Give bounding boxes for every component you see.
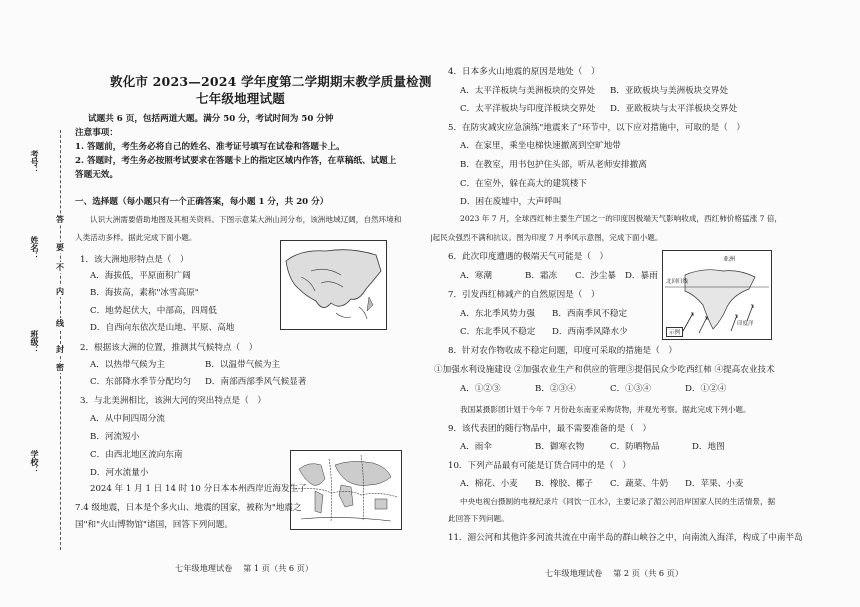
- q2-option-d[interactable]: D．南部西部季风气候显著: [205, 377, 307, 387]
- q4: 4．日本多火山地震的原因是地处（ ）: [448, 67, 600, 77]
- notice-1: 1. 答题前，考生务必将自己的姓名、准考证号填写在试卷和答题卡上。: [75, 142, 345, 152]
- material-5b: 此回答下列问题。: [448, 514, 509, 523]
- seal-char: 线: [56, 318, 64, 328]
- q5-option-c[interactable]: C．在室外，躲在高大的建筑楼下: [460, 179, 587, 189]
- q10-option-b[interactable]: B．橡胶、椰子: [535, 479, 593, 489]
- q9-option-a[interactable]: A．雨伞: [460, 442, 492, 452]
- material-1a: 认识大洲需要借助地图及其相关资料。下图示意某大洲山河分布，该洲地域辽阔，自然环境和: [90, 215, 402, 224]
- q3-option-c[interactable]: C．由西北地区流向东南: [90, 450, 183, 460]
- q3: 3．与北美洲相比，该洲大河的突出特点是（ ）: [80, 396, 266, 406]
- q7-option-b[interactable]: B．西南季风不稳定: [552, 309, 628, 319]
- q5-option-b[interactable]: B．在教室，用书包护住头部，听从老师安排撤离: [460, 160, 647, 170]
- exam-page-2: [430, 0, 860, 607]
- q6-option-b[interactable]: B．霜冻: [525, 271, 558, 281]
- q1-option-d[interactable]: D．自西向东依次是山地、平原、高地: [90, 323, 235, 333]
- material-1b: 人类活动多样。据此完成下面小题。: [75, 233, 197, 242]
- map-label-asia: 亚洲: [723, 256, 736, 263]
- q8-statements: ①加强水利设施建设 ②加强农业生产和供应的管理③提倡民众少吃西红柿 ④提高农业技术: [434, 365, 775, 375]
- q4-option-d[interactable]: D．亚欧板块与太平洋板块交界处: [610, 104, 738, 114]
- q9-option-d[interactable]: D．地图: [692, 442, 725, 452]
- q5-option-a[interactable]: A．在家里，乘坐电梯快速撤离到空旷地带: [460, 141, 621, 151]
- seal-char: 内: [56, 286, 64, 296]
- q8: 8．针对农作物收成不稳定问题，印度可采取的措施是（ ）: [448, 346, 677, 356]
- material-4: 我国某摄影团计划于今年 7 月份赴东南亚采购货物，并观光考察。据此完成下列小题。: [460, 405, 751, 414]
- side-label-xingming: 姓名：: [30, 236, 40, 260]
- seal-char: 要: [56, 242, 64, 252]
- q10-option-d[interactable]: D．苹果、小麦: [685, 479, 744, 489]
- q3-option-b[interactable]: B．河流短小: [90, 432, 140, 442]
- q9-option-b[interactable]: B．御寒衣物: [535, 442, 585, 452]
- q4-option-b[interactable]: B．亚欧板块与美洲板块交界处: [610, 86, 729, 96]
- intro-text: 试题共 6 页，包括两道大题。满分 50 分，考试时间为 50 分钟: [88, 114, 334, 124]
- notice-2b: 答题无效。: [75, 170, 118, 180]
- q3-option-a[interactable]: A．从中间四周分流: [90, 414, 165, 424]
- binding-line: [60, 130, 61, 550]
- q9-option-c[interactable]: C．防晒物品: [610, 442, 660, 452]
- q8-option-a[interactable]: A．①②③: [460, 384, 501, 394]
- india-monsoon-map-drawing: [663, 251, 771, 339]
- q10: 10．下列产品最有可能是订货合同中的是（ ）: [448, 461, 631, 471]
- q8-option-d[interactable]: D．①②④: [685, 384, 727, 394]
- seal-char: 封: [56, 344, 64, 354]
- q1: 1．该大洲地形特点是（ ）: [80, 255, 189, 265]
- q8-option-c[interactable]: C．①③④: [610, 384, 651, 394]
- seal-char: 不: [56, 262, 64, 272]
- q8-option-b[interactable]: B．②③④: [535, 384, 576, 394]
- q7-option-d[interactable]: D．西南季风降水少: [552, 327, 628, 337]
- q4-option-c[interactable]: C．太平洋板块与印度洋板块交界处: [460, 104, 596, 114]
- side-label-kaohao: 考号：: [30, 150, 40, 174]
- asia-map-drawing: [281, 241, 386, 329]
- q1-option-c[interactable]: C．地势起伏大，中部高，四周低: [90, 306, 217, 316]
- material-5a: 中央电视台摄制的电视纪录片《同饮一江水》，主要记录了湄公河沿岸国家人民的生活情景，据: [460, 497, 776, 506]
- section-1-heading: 一、选择题（每小题只有一个正确答案，每小题 1 分，共 20 分）: [75, 197, 329, 207]
- q6-option-a[interactable]: A．寒潮: [460, 271, 492, 281]
- q2: 2．根据该大洲的位置，推测其气候特点（ ）: [80, 343, 258, 353]
- notice-2a: 2. 答题时，考生务必按照考试要求在答题卡上的指定区域内作答，在草稿纸、试题上: [75, 156, 397, 166]
- q11: 11．湄公河和其他许多河流共流在中南半岛的群山峡谷之中，向南流入海洋，构成了中南半岛: [448, 533, 803, 543]
- q2-option-a[interactable]: A．以热带气候为主: [90, 360, 165, 370]
- notice-heading: 注意事项：: [75, 128, 118, 138]
- q1-option-a[interactable]: A．海拔低，平原面积广阔: [90, 271, 191, 281]
- exam-subtitle: 七年级地理试题: [196, 91, 285, 106]
- page-2-footer: 七年级地理试卷 第 2 页（共 6 页）: [545, 568, 684, 578]
- asia-map: [280, 240, 387, 330]
- page-1-footer: 七年级地理试卷 第 1 页（共 6 页）: [175, 563, 314, 573]
- q1-option-b[interactable]: B．海拔高，素称"冰雪高原": [90, 288, 199, 298]
- q2-option-b[interactable]: B．以温带气候为主: [205, 360, 281, 370]
- q2-option-c[interactable]: C．东部降水季节分配均匀: [90, 377, 192, 387]
- exam-title: 敦化市 2023—2024 学年度第二学期期末教学质量检测: [110, 74, 432, 89]
- q7-option-a[interactable]: A．东北季风势力强: [460, 309, 535, 319]
- map-label-tropic: 北回归线: [666, 279, 689, 285]
- q5: 5．在防灾减灾应急演练"地震来了"环节中，以下应对措施中，可取的是（ ）: [448, 123, 745, 133]
- seal-char: 密: [56, 362, 64, 372]
- india-monsoon-map: [662, 250, 772, 340]
- q4-option-a[interactable]: A．太平洋板块与美洲板块的交界处: [460, 86, 596, 96]
- q3-option-d[interactable]: D．河水流量小: [90, 468, 149, 478]
- q5-option-d[interactable]: D．困在废墟中，大声呼叫: [460, 197, 562, 207]
- q6-option-c[interactable]: C．沙尘暴: [575, 271, 616, 281]
- side-label-banji: 班级：: [30, 330, 40, 354]
- q9: 9．该代表团的随行物品中，最不需要准备的是（ ）: [448, 424, 652, 434]
- q10-option-c[interactable]: C．蔬菜、牛奶: [610, 479, 669, 489]
- material-2a: 2024 年 1 月 1 日 14 时 10 分日本本州西岸近海发生了: [90, 484, 307, 494]
- material-2b: 7.4 级地震，日本是个多火山、地震的国家，被称为"地震之: [75, 503, 302, 513]
- map-legend: 示例: [666, 327, 683, 337]
- material-3b: |起民众强烈不满和抗议。图为印度 7 月季风示意图，完成下面小题。: [430, 233, 663, 242]
- q7: 7．引发西红柿减产的自然原因是（ ）: [448, 290, 600, 300]
- seal-char: 答: [56, 214, 64, 224]
- q7-option-c[interactable]: C．东北季风不稳定: [460, 327, 536, 337]
- q6: 6．此次印度遭遇的极端天气可能是（ ）: [448, 252, 609, 262]
- q6-option-d[interactable]: D．暴雨: [625, 271, 658, 281]
- q10-option-a[interactable]: A．棉花、小麦: [460, 479, 518, 489]
- material-3a: 2023 年 7 月，全球西红柿主要生产国之一的印度因极端天气影响收成，西红柿价格猛涨 7 倍，: [460, 214, 783, 223]
- side-label-xuexiao: 学校：: [30, 450, 40, 474]
- material-2c: 国"和"火山博物馆"诸国，回答下列问题。: [75, 520, 233, 530]
- map-label-indian-ocean: 印度洋: [737, 321, 754, 327]
- world-plate-map-drawing: [291, 451, 401, 529]
